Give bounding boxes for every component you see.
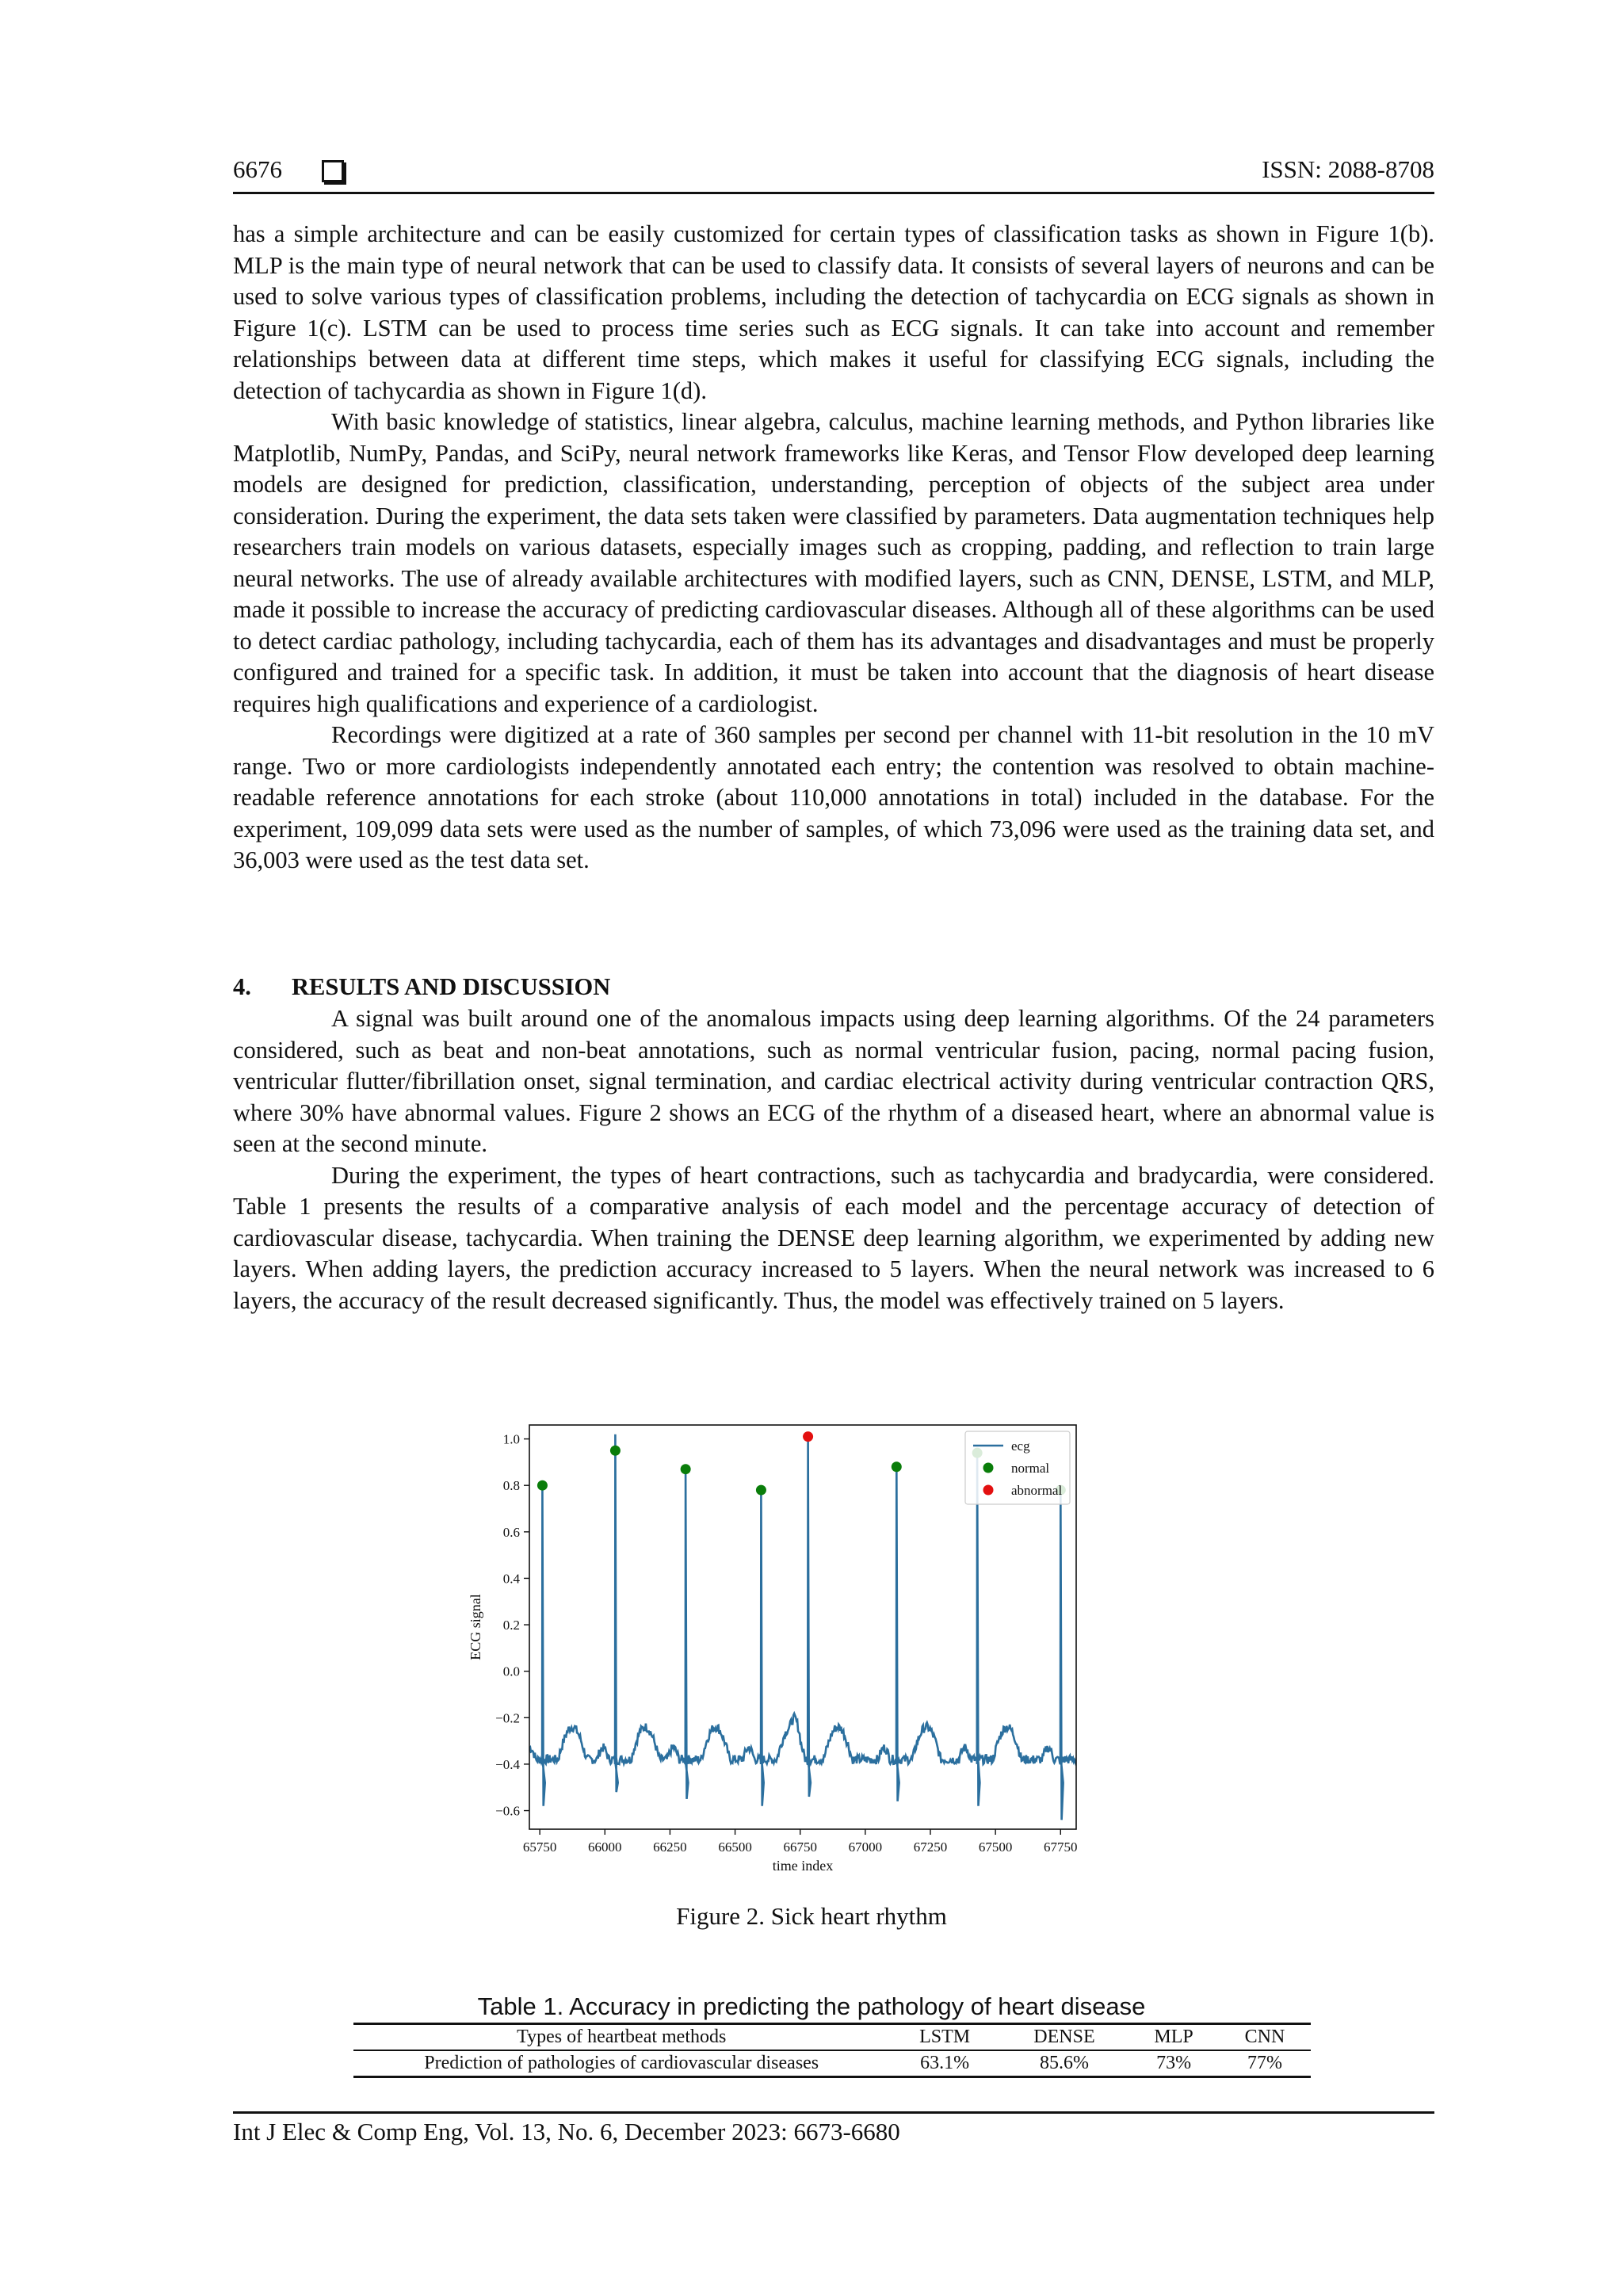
x-tick-label: 66750 <box>783 1839 817 1855</box>
table-header-row <box>353 2024 1311 2051</box>
section-title: RESULTS AND DISCUSSION <box>292 973 611 1000</box>
table-header-cell: MLP <box>1154 2027 1193 2047</box>
y-tick-label: −0.6 <box>495 1803 520 1819</box>
section-paragraph-1: A signal was built around one of the anomalous impacts using deep learning algorithms. Of the 24 parameters considered, such as beat and non-beat annotations, such as normal ventricular fusion, pacing, normal pacing fusion, ventricular flutter/fibrillation onset, signal termination, and cardiac electrical activity during ventricular contraction QRS, where 30% have abnormal values. Figure 2 shows an ECG of the rhythm of a diseased heart, where an abnormal value is seen at the second minute. <box>233 1005 1434 1157</box>
normal-point <box>681 1464 691 1474</box>
issn-label: ISSN: 2088-8708 <box>1262 155 1434 183</box>
y-tick-label: 0.6 <box>502 1524 520 1540</box>
accuracy-table <box>353 2023 1311 2078</box>
figure-caption: Figure 2. Sick heart rhythm <box>676 1902 947 1930</box>
x-tick-label: 67250 <box>913 1839 948 1855</box>
x-tick-label: 67750 <box>1044 1839 1078 1855</box>
page-header <box>233 155 1434 193</box>
legend-normal-swatch <box>983 1463 994 1473</box>
table-cell: Prediction of pathologies of cardiovascular diseases <box>424 2053 819 2073</box>
paragraph-2: With basic knowledge of statistics, linear algebra, calculus, machine learning methods, and Python libraries like Matplotlib, NumPy, Pandas, and SciPy, neural network frameworks like Keras, and Tensor Flow developed deep learning models are designed for prediction, classification, understanding, perception of objects of the subject area under consideration. During the experiment, the data sets taken were classified by parameters. Data augmentation techniques help researchers train models on various datasets, especially images such as cropping, padding, and reflection to train large neural networks. The use of already available architectures with modified layers, such as CNN, DENSE, LSTM, and MLP, made it possible to increase the accuracy of predicting cardiovascular diseases. Although all of these algorithms can be used to detect cardiac pathology, including tachycardia, each of them has its advantages and disadvantages and must be properly configured and trained for a specific task. In addition, it must be taken into account that the diagnosis of heart disease requires high qualifications and experience of a cardiologist. <box>233 408 1434 717</box>
section-number: 4. <box>233 973 251 1000</box>
page-footer: Int J Elec & Comp Eng, Vol. 13, No. 6, December 2023: 6673-6680 <box>233 2118 900 2145</box>
x-tick-label: 66250 <box>653 1839 687 1855</box>
y-tick-label: −0.4 <box>495 1756 520 1772</box>
y-axis-label: ECG signal <box>468 1594 483 1660</box>
section-heading <box>233 973 610 1001</box>
table-cell: 73% <box>1156 2053 1192 2073</box>
y-tick-label: 0.8 <box>502 1478 520 1494</box>
header-rule <box>233 192 1434 194</box>
x-tick-label: 66500 <box>718 1839 752 1855</box>
y-tick-label: 0.0 <box>502 1664 520 1679</box>
table-cell: 63.1% <box>920 2053 970 2073</box>
normal-point <box>610 1446 621 1456</box>
legend-normal-label: normal <box>1011 1461 1050 1476</box>
page-number: 6676 <box>233 155 282 183</box>
table-header-cell: CNN <box>1244 2027 1285 2047</box>
section-paragraphs <box>233 1003 1434 1316</box>
table-header-cell: Types of heartbeat methods <box>517 2027 727 2047</box>
y-tick-label: 0.2 <box>502 1618 520 1633</box>
normal-point <box>756 1485 766 1496</box>
x-tick-label: 67500 <box>978 1839 1013 1855</box>
figure-2 <box>456 1411 1083 1886</box>
section-paragraph-2: During the experiment, the types of heart contractions, such as tachycardia and bradycardia, were considered. Table 1 presents the results of a comparative analysis of each model and the percentage accuracy of detection of cardiovascular disease, tachycardia. When training the DENSE deep learning algorithm, we experimented by adding new layers. When adding layers, the prediction accuracy increased to 5 layers. When the neural network was increased to 6 layers, the accuracy of the result decreased significantly. Thus, the model was effectively trained on 5 layers. <box>233 1161 1434 1314</box>
abnormal-point <box>803 1431 813 1442</box>
legend-ecg-label: ecg <box>1011 1438 1030 1454</box>
x-tick-label: 65750 <box>522 1839 557 1855</box>
table-caption: Table 1. Accuracy in predicting the pathology of heart disease <box>477 1992 1146 2020</box>
normal-point <box>892 1461 902 1472</box>
normal-point <box>537 1480 548 1491</box>
legend-abnormal-swatch <box>983 1485 994 1496</box>
ecg-chart <box>456 1411 1083 1886</box>
table-row <box>353 2050 1311 2077</box>
legend-abnormal-label: abnormal <box>1011 1483 1063 1498</box>
y-tick-label: −0.2 <box>495 1710 520 1726</box>
table-cell: 77% <box>1247 2053 1282 2073</box>
table-header-cell: DENSE <box>1033 2027 1095 2047</box>
table-header-cell: LSTM <box>919 2027 971 2047</box>
paragraph-3: Recordings were digitized at a rate of 360 samples per second per channel with 11-bit resolution in the 10 mV range. Two or more cardiologists independently annotated each entry; the contention was resolved to obtain machine-readable reference annotations for each stroke (about 110,000 annotations in total) included in the database. For the experiment, 109,099 data sets were used as the number of samples, of which 73,096 were used as the training data set, and 36,003 were used as the test data set. <box>233 721 1434 873</box>
paragraph-1: has a simple architecture and can be easily customized for certain types of classification tasks as shown in Figure 1(b). MLP is the main type of neural network that can be used to classify data. It consists of several layers of neurons and can be used to solve various types of classification problems, including the detection of tachycardia on ECG signals as shown in Figure 1(c). LSTM can be used to process time series such as ECG signals. It can take into account and remember relationships between data at different time steps, which makes it useful for classifying ECG signals, including the detection of tachycardia as shown in Figure 1(d). <box>233 220 1434 404</box>
y-tick-label: 1.0 <box>502 1431 520 1447</box>
footer-rule <box>233 2111 1434 2114</box>
x-axis-label: time index <box>772 1858 834 1874</box>
y-tick-label: 0.4 <box>502 1571 520 1587</box>
x-tick-label: 67000 <box>848 1839 883 1855</box>
checkbox-square-icon <box>322 160 344 182</box>
table-cell: 85.6% <box>1039 2053 1089 2073</box>
body-paragraphs <box>233 219 1434 877</box>
x-tick-label: 66000 <box>588 1839 622 1855</box>
